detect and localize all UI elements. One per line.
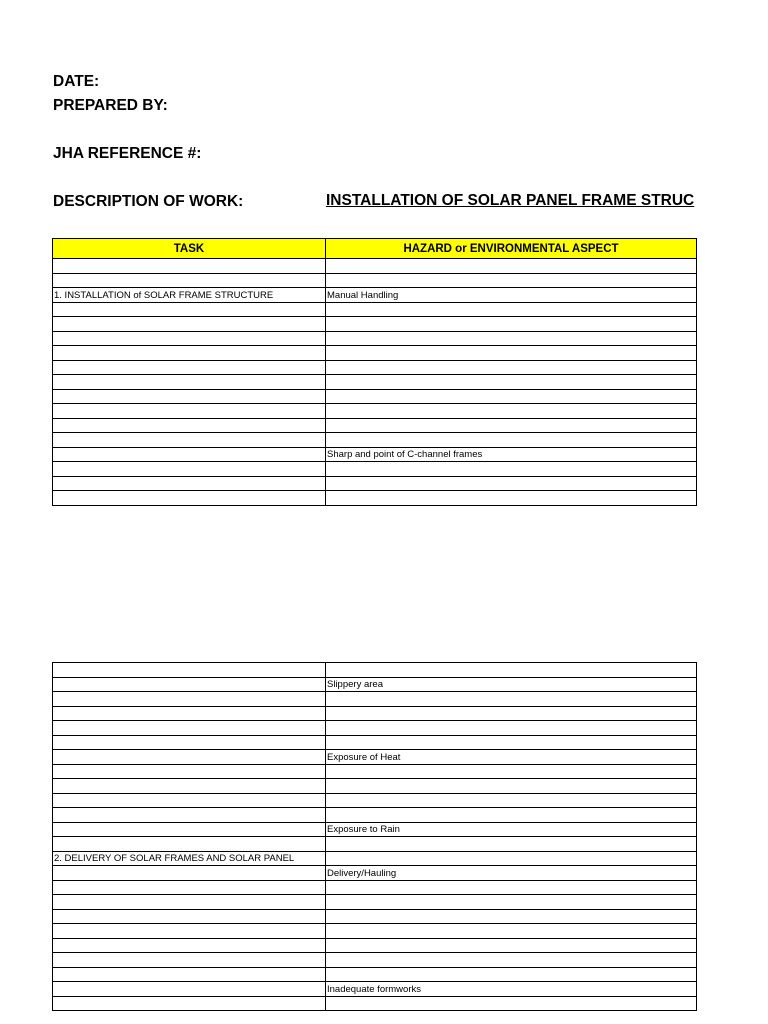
table-row (53, 288, 697, 303)
task-cell[interactable] (53, 779, 326, 794)
task-cell[interactable] (53, 793, 326, 808)
task-cell[interactable] (53, 982, 326, 997)
task-cell[interactable] (53, 837, 326, 852)
table-row (53, 735, 697, 750)
hazard-cell[interactable] (326, 462, 697, 477)
task-cell[interactable] (53, 447, 326, 462)
hazard-cell[interactable] (326, 476, 697, 491)
table-row (53, 764, 697, 779)
hazard-cell[interactable] (326, 909, 697, 924)
hazard-cell[interactable] (326, 259, 697, 274)
hazard-cell[interactable] (326, 953, 697, 968)
task-cell[interactable]: 2. DELIVERY OF SOLAR FRAMES AND SOLAR PANEL (53, 851, 326, 866)
hazard-cell[interactable] (326, 764, 697, 779)
table-row (53, 360, 697, 375)
hazard-cell[interactable] (326, 706, 697, 721)
task-cell[interactable] (53, 317, 326, 332)
table-row (53, 938, 697, 953)
task-cell[interactable] (53, 808, 326, 823)
task-cell[interactable] (53, 331, 326, 346)
table-row (53, 982, 697, 997)
hazard-cell[interactable]: Exposure to Rain (326, 822, 697, 837)
table-header-row (53, 239, 697, 259)
task-cell[interactable] (53, 259, 326, 274)
table-row (53, 418, 697, 433)
description-of-work-label: DESCRIPTION OF WORK: (53, 193, 244, 210)
jha-table-bottom-body (53, 663, 697, 1011)
task-cell[interactable] (53, 706, 326, 721)
table-row (53, 895, 697, 910)
task-cell[interactable] (53, 938, 326, 953)
hazard-cell[interactable] (326, 793, 697, 808)
task-cell[interactable] (53, 735, 326, 750)
hazard-cell[interactable]: Inadequate formworks (326, 982, 697, 997)
task-cell[interactable]: 1. INSTALLATION of SOLAR FRAME STRUCTURE (53, 288, 326, 303)
hazard-cell[interactable] (326, 721, 697, 736)
hazard-cell[interactable] (326, 302, 697, 317)
task-cell[interactable] (53, 996, 326, 1011)
table-row (53, 317, 697, 332)
table-row (53, 447, 697, 462)
table-row (53, 491, 697, 506)
task-cell[interactable] (53, 866, 326, 881)
hazard-cell[interactable]: Manual Handling (326, 288, 697, 303)
table-row (53, 808, 697, 823)
table-row (53, 909, 697, 924)
hazard-cell[interactable] (326, 273, 697, 288)
hazard-cell[interactable] (326, 692, 697, 707)
table-row (53, 375, 697, 390)
hazard-cell[interactable] (326, 996, 697, 1011)
table-row (53, 706, 697, 721)
table-row (53, 663, 697, 678)
task-cell[interactable] (53, 462, 326, 477)
task-cell[interactable] (53, 822, 326, 837)
table-row (53, 476, 697, 491)
jha-table-bottom (52, 662, 697, 1011)
task-cell[interactable] (53, 273, 326, 288)
hazard-cell[interactable] (326, 346, 697, 361)
hazard-cell[interactable] (326, 663, 697, 678)
jha-table-top (52, 238, 697, 506)
hazard-cell[interactable] (326, 938, 697, 953)
table-row (53, 996, 697, 1011)
table-row (53, 822, 697, 837)
hazard-cell[interactable] (326, 808, 697, 823)
task-cell[interactable] (53, 663, 326, 678)
hazard-cell[interactable] (326, 418, 697, 433)
table-row (53, 677, 697, 692)
hazard-cell[interactable] (326, 895, 697, 910)
task-cell[interactable] (53, 967, 326, 982)
task-cell[interactable] (53, 346, 326, 361)
task-cell[interactable] (53, 375, 326, 390)
table-row (53, 346, 697, 361)
task-cell[interactable] (53, 721, 326, 736)
hazard-cell[interactable] (326, 735, 697, 750)
table-row (53, 389, 697, 404)
task-cell[interactable] (53, 764, 326, 779)
hazard-cell[interactable] (326, 837, 697, 852)
hazard-cell[interactable] (326, 375, 697, 390)
table-row (53, 302, 697, 317)
task-cell[interactable] (53, 476, 326, 491)
table-row (53, 273, 697, 288)
table-row (53, 967, 697, 982)
task-cell[interactable] (53, 433, 326, 448)
date-label: DATE: (53, 73, 100, 90)
task-cell[interactable] (53, 909, 326, 924)
hazard-cell[interactable] (326, 880, 697, 895)
table-row (53, 331, 697, 346)
hazard-cell[interactable] (326, 967, 697, 982)
table-row (53, 837, 697, 852)
table-row (53, 779, 697, 794)
hazard-cell[interactable] (326, 360, 697, 375)
table-row (53, 880, 697, 895)
table-row (53, 462, 697, 477)
hazard-cell[interactable] (326, 389, 697, 404)
table-row (53, 433, 697, 448)
hazard-cell[interactable] (326, 924, 697, 939)
jha-table-top-body (53, 259, 697, 506)
hazard-cell[interactable]: Sharp and point of C-channel frames (326, 447, 697, 462)
table-row (53, 404, 697, 419)
table-row (53, 924, 697, 939)
prepared-by-label: PREPARED BY: (53, 97, 168, 114)
hazard-cell[interactable]: Exposure of Heat (326, 750, 697, 765)
task-cell[interactable] (53, 491, 326, 506)
task-cell[interactable] (53, 404, 326, 419)
hazard-column-header: HAZARD or ENVIRONMENTAL ASPECT (326, 239, 697, 259)
table-row (53, 692, 697, 707)
task-cell[interactable] (53, 880, 326, 895)
hazard-cell[interactable] (326, 404, 697, 419)
task-cell[interactable] (53, 389, 326, 404)
task-cell[interactable] (53, 692, 326, 707)
table-row (53, 851, 697, 866)
table-row (53, 953, 697, 968)
hazard-cell[interactable] (326, 433, 697, 448)
table-row (53, 793, 697, 808)
table-row (53, 721, 697, 736)
hazard-cell[interactable] (326, 331, 697, 346)
table-row (53, 750, 697, 765)
hazard-cell[interactable]: Delivery/Hauling (326, 866, 697, 881)
task-column-header: TASK (53, 239, 326, 259)
task-cell[interactable] (53, 418, 326, 433)
table-row (53, 259, 697, 274)
jha-reference-label: JHA REFERENCE #: (53, 145, 202, 162)
description-of-work-value: INSTALLATION OF SOLAR PANEL FRAME STRUC (326, 192, 695, 209)
hazard-cell[interactable] (326, 317, 697, 332)
task-cell[interactable] (53, 953, 326, 968)
task-cell[interactable] (53, 677, 326, 692)
hazard-cell[interactable]: Slippery area (326, 677, 697, 692)
task-cell[interactable] (53, 750, 326, 765)
task-cell[interactable] (53, 895, 326, 910)
hazard-cell[interactable] (326, 491, 697, 506)
task-cell[interactable] (53, 302, 326, 317)
hazard-cell[interactable] (326, 779, 697, 794)
table-row (53, 866, 697, 881)
hazard-cell[interactable] (326, 851, 697, 866)
task-cell[interactable] (53, 924, 326, 939)
task-cell[interactable] (53, 360, 326, 375)
